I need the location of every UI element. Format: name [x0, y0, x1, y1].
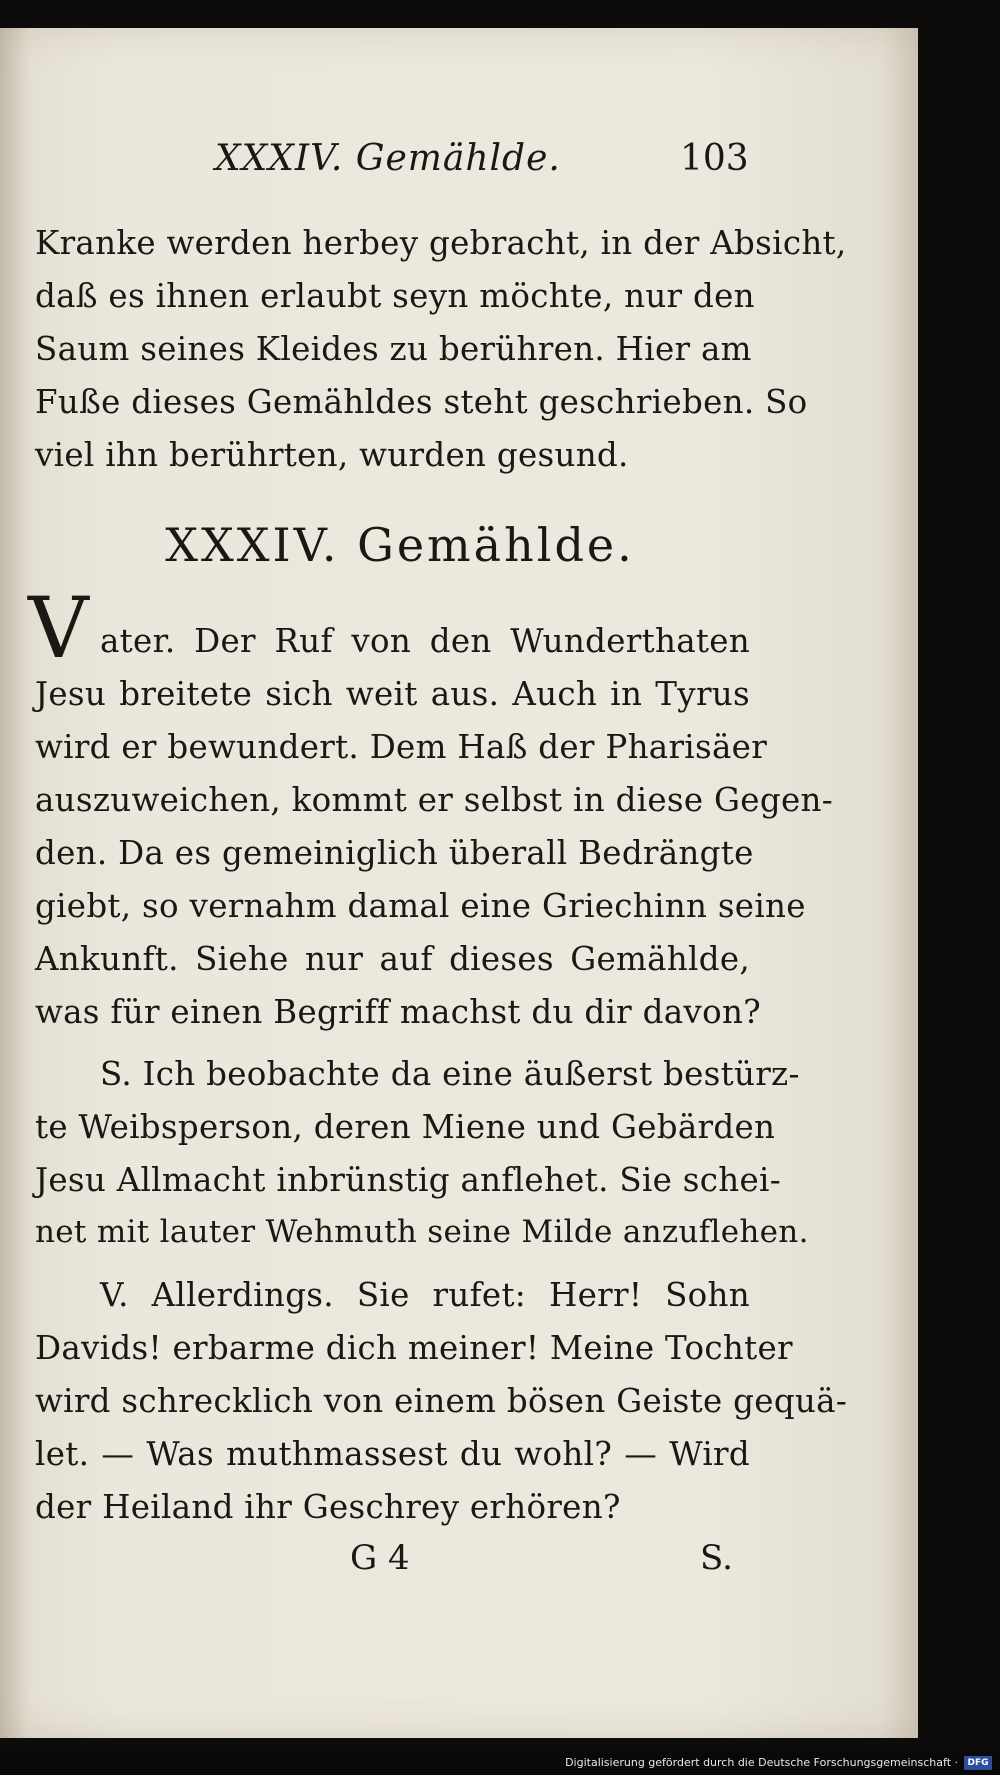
text-line: net mit lauter Wehmuth seine Milde anzuflehen. — [35, 1214, 809, 1250]
section-heading: XXXIV. Gemählde. — [165, 518, 635, 572]
text-line: was für einen Begriff machst du dir davon? — [35, 993, 761, 1031]
book-page — [0, 28, 918, 1738]
page-header — [0, 138, 918, 198]
text-line: giebt, so vernahm damal eine Griechinn seine — [35, 887, 806, 925]
drop-cap: V — [28, 579, 89, 677]
text-line: ater. Der Ruf von den Wunderthaten — [100, 622, 750, 660]
page-number: 103 — [680, 138, 749, 179]
text-line: daß es ihnen erlaubt seyn möchte, nur den — [35, 277, 755, 315]
text-line: der Heiland ihr Geschrey erhören? — [35, 1488, 621, 1526]
text-line: S. Ich beobachte da eine äußerst bestürz- — [100, 1055, 800, 1093]
footer-credit: Digitalisierung gefördert durch die Deutsche Forschungsgemeinschaft · — [565, 1756, 958, 1769]
running-title: XXXIV. Gemählde. — [215, 138, 561, 179]
text-line: Davids! erbarme dich meiner! Meine Tochter — [35, 1329, 793, 1367]
signature-mark: G 4 — [350, 1538, 410, 1578]
text-line: wird schrecklich von einem bösen Geiste gequä- — [35, 1382, 848, 1420]
text-line: Saum seines Kleides zu berühren. Hier am — [35, 330, 752, 368]
text-line: auszuweichen, kommt er selbst in diese Gegen- — [35, 781, 833, 819]
text-line: V. Allerdings. Sie rufet: Herr! Sohn — [100, 1276, 750, 1314]
text-line: Jesu breitete sich weit aus. Auch in Tyrus — [35, 675, 750, 713]
digitization-footer — [0, 1752, 1000, 1775]
text-line: wird er bewundert. Dem Haß der Pharisäer — [35, 728, 768, 766]
text-line: Kranke werden herbey gebracht, in der Absicht, — [35, 224, 847, 262]
catchword: S. — [700, 1538, 733, 1578]
text-line: Fuße dieses Gemähldes steht geschrieben. So — [35, 383, 808, 421]
text-line: viel ihn berührten, wurden gesund. — [35, 436, 629, 474]
text-line: te Weibsperson, deren Miene und Gebärden — [35, 1108, 776, 1146]
dfg-logo: DFG — [964, 1756, 992, 1770]
text-line: den. Da es gemeiniglich überall Bedrängte — [35, 834, 754, 872]
text-line: Jesu Allmacht inbrünstig anflehet. Sie schei- — [35, 1161, 781, 1199]
text-line: Ankunft. Siehe nur auf dieses Gemählde, — [35, 940, 750, 978]
text-line: let. — Was muthmassest du wohl? — Wird — [35, 1435, 750, 1473]
